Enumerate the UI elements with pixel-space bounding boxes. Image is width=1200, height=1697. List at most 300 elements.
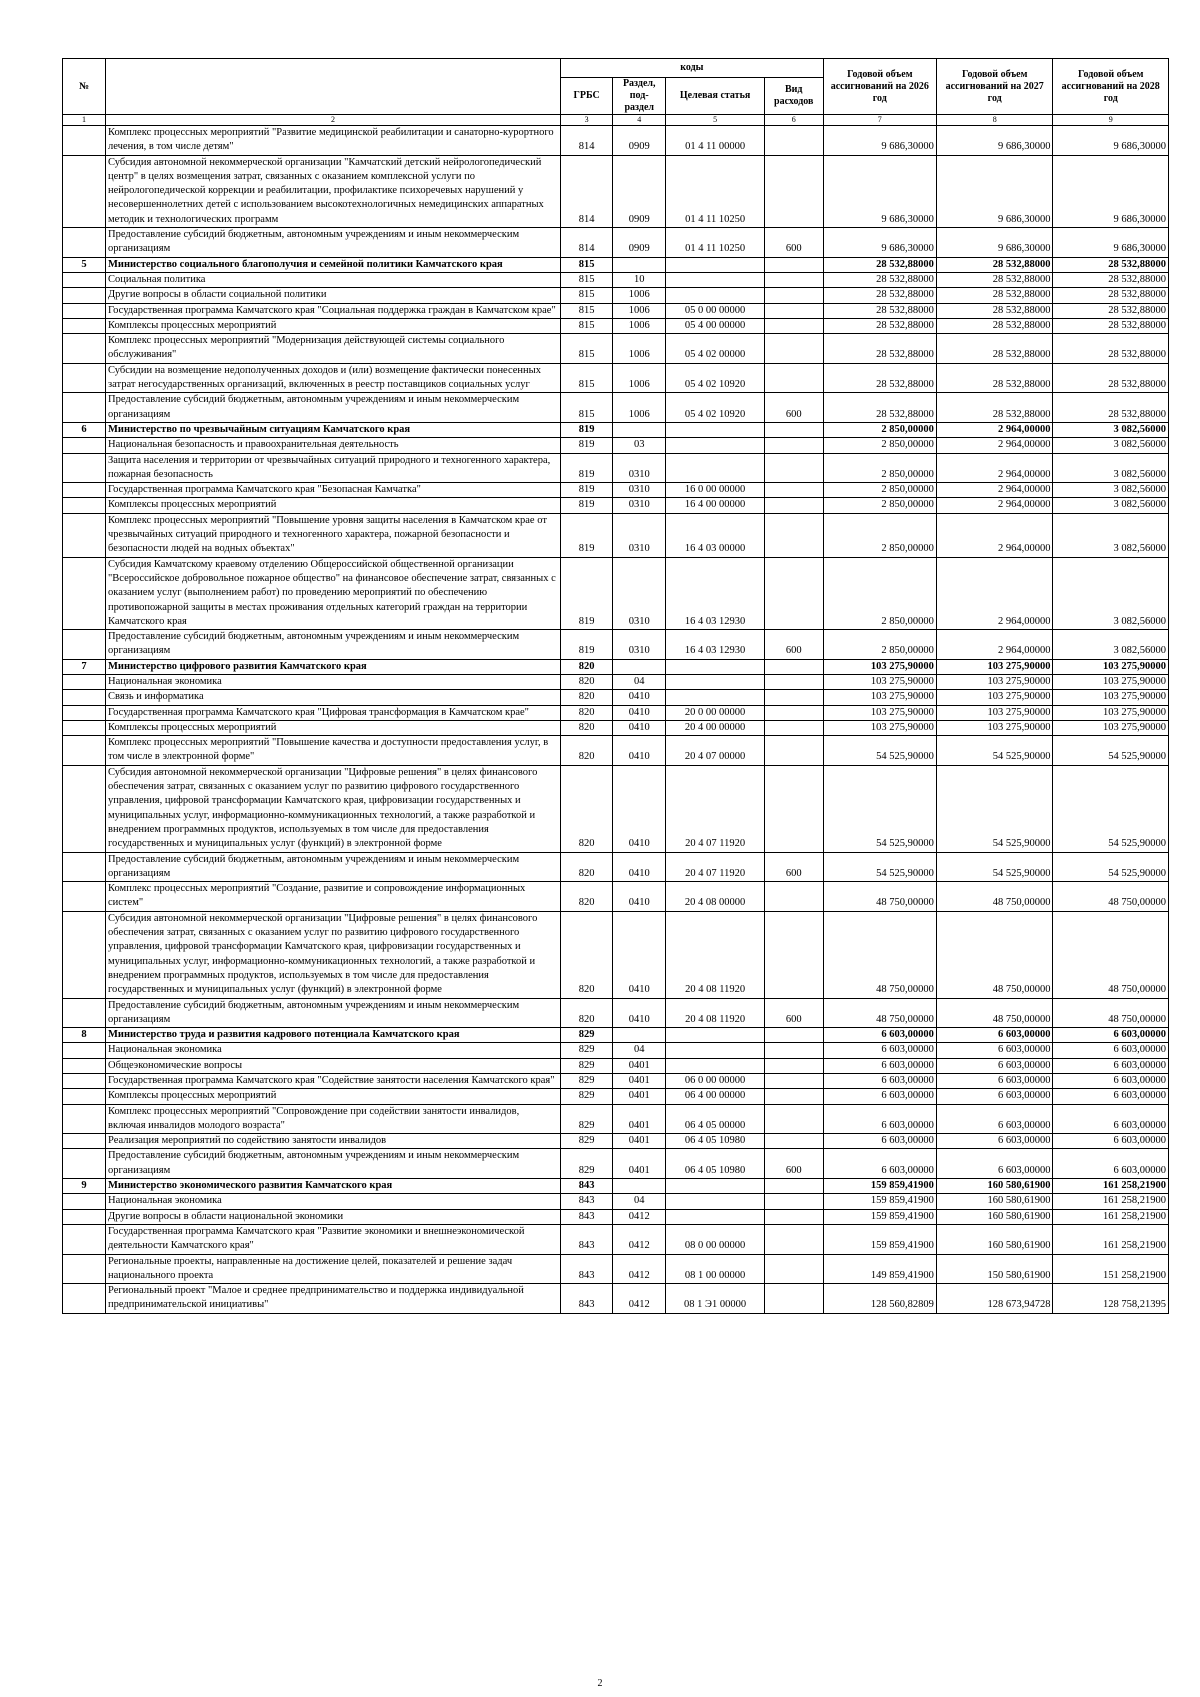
row-name: Субсидии на возмещение недополученных доходов и (или) возмещение фактически понесенных затрат негосударственных организаций, включенных в реестр поставщиков социальных услуг (106, 363, 561, 393)
row-name: Комплексы процессных мероприятий (106, 720, 561, 735)
table-body (63, 126, 1169, 1314)
row-target-article: 16 4 03 12930 (666, 557, 764, 629)
row-razdel: 1006 (613, 318, 666, 333)
row-name: Государственная программа Камчатского края "Безопасная Камчатка" (106, 483, 561, 498)
row-number (63, 498, 106, 513)
row-amount-2026: 28 532,88000 (823, 363, 936, 393)
row-amount-2027: 6 603,00000 (936, 1028, 1053, 1043)
header-num: № (63, 59, 106, 115)
row-amount-2026: 2 850,00000 (823, 557, 936, 629)
row-amount-2027: 28 532,88000 (936, 272, 1053, 287)
row-target-article: 20 4 08 11920 (666, 998, 764, 1028)
row-target-article (666, 674, 764, 689)
row-amount-2027: 6 603,00000 (936, 1104, 1053, 1134)
row-name: Министерство цифрового развития Камчатского края (106, 659, 561, 674)
row-amount-2028: 28 532,88000 (1053, 303, 1169, 318)
row-amount-2028: 3 082,56000 (1053, 453, 1169, 483)
row-amount-2028: 9 686,30000 (1053, 155, 1169, 227)
row-name: Государственная программа Камчатского края "Цифровая трансформация в Камчатском крае" (106, 705, 561, 720)
row-name: Министерство экономического развития Камчатского края (106, 1179, 561, 1194)
row-amount-2027: 2 964,00000 (936, 422, 1053, 437)
row-target-article: 01 4 11 00000 (666, 126, 764, 156)
row-amount-2026: 28 532,88000 (823, 334, 936, 364)
table-row (63, 1254, 1169, 1284)
row-grbs: 815 (561, 288, 613, 303)
row-number: 9 (63, 1179, 106, 1194)
row-grbs: 829 (561, 1104, 613, 1134)
row-target-article: 20 4 08 00000 (666, 882, 764, 912)
row-expense-type: 600 (764, 852, 823, 882)
page-number: 2 (597, 1678, 603, 1689)
table-row (63, 303, 1169, 318)
row-expense-type (764, 1179, 823, 1194)
row-expense-type (764, 363, 823, 393)
row-number (63, 852, 106, 882)
row-target-article: 16 4 03 12930 (666, 630, 764, 660)
row-amount-2027: 103 275,90000 (936, 720, 1053, 735)
table-row (63, 630, 1169, 660)
row-razdel: 1006 (613, 303, 666, 318)
table-row (63, 513, 1169, 557)
row-number (63, 334, 106, 364)
row-amount-2026: 6 603,00000 (823, 1043, 936, 1058)
row-amount-2026: 6 603,00000 (823, 1149, 936, 1179)
row-amount-2027: 6 603,00000 (936, 1058, 1053, 1073)
row-amount-2027: 9 686,30000 (936, 155, 1053, 227)
row-razdel: 0410 (613, 705, 666, 720)
row-razdel: 0909 (613, 126, 666, 156)
table-row (63, 334, 1169, 364)
row-amount-2027: 103 275,90000 (936, 705, 1053, 720)
row-grbs: 819 (561, 498, 613, 513)
row-grbs: 819 (561, 630, 613, 660)
row-number: 6 (63, 422, 106, 437)
row-amount-2026: 103 275,90000 (823, 690, 936, 705)
row-grbs: 843 (561, 1284, 613, 1314)
row-amount-2028: 48 750,00000 (1053, 882, 1169, 912)
row-grbs: 829 (561, 1089, 613, 1104)
row-grbs: 819 (561, 513, 613, 557)
row-grbs: 815 (561, 318, 613, 333)
row-target-article: 05 4 02 10920 (666, 393, 764, 423)
table-row (63, 483, 1169, 498)
row-razdel: 0410 (613, 882, 666, 912)
row-amount-2026: 159 859,41900 (823, 1224, 936, 1254)
row-expense-type (764, 1134, 823, 1149)
row-razdel: 0310 (613, 513, 666, 557)
row-amount-2027: 6 603,00000 (936, 1089, 1053, 1104)
row-target-article: 16 0 00 00000 (666, 483, 764, 498)
row-target-article (666, 1179, 764, 1194)
row-number (63, 765, 106, 852)
row-expense-type (764, 1058, 823, 1073)
row-razdel: 0410 (613, 690, 666, 705)
row-target-article: 20 4 00 00000 (666, 720, 764, 735)
row-amount-2028: 128 758,21395 (1053, 1284, 1169, 1314)
row-name: Национальная экономика (106, 1043, 561, 1058)
row-amount-2027: 6 603,00000 (936, 1043, 1053, 1058)
row-amount-2028: 103 275,90000 (1053, 659, 1169, 674)
row-amount-2026: 6 603,00000 (823, 1134, 936, 1149)
row-name: Национальная экономика (106, 674, 561, 689)
column-number: 1 (63, 115, 106, 126)
row-number (63, 674, 106, 689)
row-amount-2027: 9 686,30000 (936, 126, 1053, 156)
row-grbs: 820 (561, 882, 613, 912)
row-number (63, 513, 106, 557)
row-razdel: 0410 (613, 998, 666, 1028)
row-amount-2026: 103 275,90000 (823, 674, 936, 689)
row-grbs: 815 (561, 257, 613, 272)
row-grbs: 829 (561, 1149, 613, 1179)
row-amount-2026: 159 859,41900 (823, 1194, 936, 1209)
table-row (63, 1149, 1169, 1179)
row-number (63, 690, 106, 705)
row-number (63, 911, 106, 998)
row-number (63, 1058, 106, 1073)
header-2026: Годовой объем ассигнований на 2026 год (823, 59, 936, 115)
row-grbs: 829 (561, 1028, 613, 1043)
row-amount-2027: 28 532,88000 (936, 288, 1053, 303)
row-amount-2028: 6 603,00000 (1053, 1089, 1169, 1104)
row-number (63, 393, 106, 423)
table-row (63, 998, 1169, 1028)
row-razdel: 0401 (613, 1074, 666, 1089)
row-number (63, 303, 106, 318)
row-razdel: 1006 (613, 334, 666, 364)
row-razdel: 0401 (613, 1104, 666, 1134)
row-target-article (666, 659, 764, 674)
row-expense-type (764, 736, 823, 766)
row-expense-type: 600 (764, 1149, 823, 1179)
row-number (63, 363, 106, 393)
header-cst: Целевая статья (666, 78, 764, 115)
row-amount-2027: 28 532,88000 (936, 257, 1053, 272)
row-amount-2026: 9 686,30000 (823, 228, 936, 258)
row-grbs: 819 (561, 422, 613, 437)
column-number: 7 (823, 115, 936, 126)
row-grbs: 843 (561, 1224, 613, 1254)
row-expense-type (764, 272, 823, 287)
row-razdel: 0412 (613, 1254, 666, 1284)
row-number (63, 1089, 106, 1104)
row-expense-type (764, 334, 823, 364)
row-amount-2027: 2 964,00000 (936, 453, 1053, 483)
row-razdel: 0412 (613, 1209, 666, 1224)
row-name: Связь и информатика (106, 690, 561, 705)
row-target-article: 20 4 07 11920 (666, 765, 764, 852)
row-grbs: 820 (561, 674, 613, 689)
row-grbs: 820 (561, 720, 613, 735)
row-number (63, 126, 106, 156)
row-expense-type (764, 674, 823, 689)
row-name: Субсидия автономной некоммерческой организации "Камчатский детский нейрологопедический центр" в целях возмещения затрат, связанных с оказанием комплексной услуги по нейрологопедической коррекции и реабилитации, профилактике психоречевых нарушений у несовершеннолетних детей с использованием высокотехнологичных немедицинских аппаратных методик и технологических программ (106, 155, 561, 227)
row-target-article (666, 1043, 764, 1058)
row-razdel: 0412 (613, 1224, 666, 1254)
row-name: Комплексы процессных мероприятий (106, 498, 561, 513)
row-amount-2028: 103 275,90000 (1053, 705, 1169, 720)
row-number (63, 228, 106, 258)
row-amount-2027: 103 275,90000 (936, 659, 1053, 674)
row-name: Комплекс процессных мероприятий "Повышение уровня защиты населения в Камчатском крае от чрезвычайных ситуаций природного и техногенного характера, пожарной безопасности и безопасности людей на водных объектах" (106, 513, 561, 557)
row-expense-type (764, 155, 823, 227)
row-name: Общеэкономические вопросы (106, 1058, 561, 1073)
row-name: Комплексы процессных мероприятий (106, 318, 561, 333)
row-amount-2027: 28 532,88000 (936, 393, 1053, 423)
row-amount-2028: 161 258,21900 (1053, 1194, 1169, 1209)
row-expense-type (764, 765, 823, 852)
row-razdel: 0310 (613, 453, 666, 483)
row-amount-2027: 150 580,61900 (936, 1254, 1053, 1284)
table-row (63, 257, 1169, 272)
row-target-article (666, 422, 764, 437)
row-amount-2027: 103 275,90000 (936, 690, 1053, 705)
row-target-article (666, 272, 764, 287)
row-amount-2028: 3 082,56000 (1053, 438, 1169, 453)
row-grbs: 815 (561, 363, 613, 393)
row-amount-2026: 28 532,88000 (823, 318, 936, 333)
table-row (63, 422, 1169, 437)
row-razdel (613, 1028, 666, 1043)
row-amount-2026: 54 525,90000 (823, 736, 936, 766)
row-number (63, 630, 106, 660)
row-amount-2027: 103 275,90000 (936, 674, 1053, 689)
row-razdel (613, 659, 666, 674)
row-name: Предоставление субсидий бюджетным, автономным учреждениям и иным некоммерческим организациям (106, 393, 561, 423)
row-expense-type (764, 1194, 823, 1209)
row-grbs: 829 (561, 1058, 613, 1073)
row-grbs: 815 (561, 334, 613, 364)
row-expense-type (764, 1104, 823, 1134)
row-razdel: 0310 (613, 498, 666, 513)
row-number (63, 438, 106, 453)
row-amount-2028: 6 603,00000 (1053, 1043, 1169, 1058)
row-name: Другие вопросы в области социальной политики (106, 288, 561, 303)
table-row (63, 393, 1169, 423)
row-razdel: 0410 (613, 720, 666, 735)
row-razdel: 1006 (613, 393, 666, 423)
budget-table (62, 58, 1169, 1314)
row-amount-2027: 2 964,00000 (936, 557, 1053, 629)
row-target-article: 08 1 00 00000 (666, 1254, 764, 1284)
row-amount-2028: 3 082,56000 (1053, 422, 1169, 437)
column-number: 4 (613, 115, 666, 126)
row-number (63, 318, 106, 333)
table-row (63, 852, 1169, 882)
row-number (63, 882, 106, 912)
row-amount-2026: 54 525,90000 (823, 765, 936, 852)
row-expense-type (764, 911, 823, 998)
row-expense-type (764, 659, 823, 674)
row-grbs: 814 (561, 126, 613, 156)
row-grbs: 829 (561, 1134, 613, 1149)
row-target-article: 06 4 05 10980 (666, 1149, 764, 1179)
row-amount-2028: 3 082,56000 (1053, 557, 1169, 629)
table-row (63, 720, 1169, 735)
row-amount-2028: 6 603,00000 (1053, 1104, 1169, 1134)
row-target-article: 06 0 00 00000 (666, 1074, 764, 1089)
row-expense-type: 600 (764, 630, 823, 660)
table-row (63, 705, 1169, 720)
row-amount-2026: 6 603,00000 (823, 1074, 936, 1089)
row-target-article (666, 1194, 764, 1209)
row-grbs: 815 (561, 393, 613, 423)
row-grbs: 829 (561, 1043, 613, 1058)
row-name: Государственная программа Камчатского края "Развитие экономики и внешнеэкономической деятельности Камчатского края" (106, 1224, 561, 1254)
table-row (63, 882, 1169, 912)
row-amount-2028: 28 532,88000 (1053, 363, 1169, 393)
row-number (63, 1104, 106, 1134)
row-amount-2026: 6 603,00000 (823, 1104, 936, 1134)
row-expense-type (764, 1224, 823, 1254)
row-expense-type (764, 882, 823, 912)
row-amount-2027: 160 580,61900 (936, 1209, 1053, 1224)
row-amount-2026: 2 850,00000 (823, 438, 936, 453)
row-expense-type (764, 705, 823, 720)
row-name: Региональный проект "Малое и среднее предпринимательство и поддержка индивидуальной предпринимательской инициативы" (106, 1284, 561, 1314)
row-target-article: 08 1 Э1 00000 (666, 1284, 764, 1314)
row-target-article: 06 4 05 10980 (666, 1134, 764, 1149)
row-number (63, 1043, 106, 1058)
row-name: Комплекс процессных мероприятий "Модернизация действующей системы социального обслуживания" (106, 334, 561, 364)
row-razdel: 1006 (613, 288, 666, 303)
row-amount-2028: 161 258,21900 (1053, 1224, 1169, 1254)
row-amount-2027: 6 603,00000 (936, 1134, 1053, 1149)
row-number (63, 155, 106, 227)
row-amount-2027: 48 750,00000 (936, 911, 1053, 998)
row-razdel: 0410 (613, 736, 666, 766)
row-target-article (666, 1209, 764, 1224)
row-amount-2028: 6 603,00000 (1053, 1134, 1169, 1149)
table-row (63, 438, 1169, 453)
row-amount-2027: 128 673,94728 (936, 1284, 1053, 1314)
row-name: Комплекс процессных мероприятий "Развитие медицинской реабилитации и санаторно-курортного лечения, в том числе детям" (106, 126, 561, 156)
row-amount-2026: 159 859,41900 (823, 1209, 936, 1224)
row-number (63, 483, 106, 498)
row-amount-2028: 103 275,90000 (1053, 690, 1169, 705)
row-target-article (666, 1028, 764, 1043)
row-amount-2028: 151 258,21900 (1053, 1254, 1169, 1284)
row-amount-2026: 2 850,00000 (823, 630, 936, 660)
table-row (63, 453, 1169, 483)
row-target-article: 20 4 07 00000 (666, 736, 764, 766)
row-amount-2026: 2 850,00000 (823, 453, 936, 483)
row-amount-2028: 6 603,00000 (1053, 1028, 1169, 1043)
row-amount-2026: 2 850,00000 (823, 498, 936, 513)
row-razdel: 0401 (613, 1134, 666, 1149)
row-grbs: 820 (561, 852, 613, 882)
row-amount-2027: 28 532,88000 (936, 303, 1053, 318)
row-expense-type (764, 318, 823, 333)
row-razdel: 03 (613, 438, 666, 453)
row-grbs: 814 (561, 155, 613, 227)
row-amount-2027: 2 964,00000 (936, 513, 1053, 557)
row-name: Субсидия Камчатскому краевому отделению Общероссийской общественной организации "Всероссийское добровольное пожарное общество" на финансовое обеспечение затрат, связанных с оказанием услуг (выполнением работ) по проведению мероприятий по обеспечению противопожарной защиты в местах проживания отдельных категорий граждан на территории Камчатского края (106, 557, 561, 629)
row-amount-2027: 2 964,00000 (936, 438, 1053, 453)
column-number: 2 (106, 115, 561, 126)
row-target-article: 20 4 07 11920 (666, 852, 764, 882)
row-amount-2028: 28 532,88000 (1053, 257, 1169, 272)
row-number (63, 1254, 106, 1284)
row-expense-type (764, 1284, 823, 1314)
row-name: Национальная безопасность и правоохранительная деятельность (106, 438, 561, 453)
row-razdel (613, 422, 666, 437)
row-name: Защита населения и территории от чрезвычайных ситуаций природного и техногенного характера, пожарная безопасность (106, 453, 561, 483)
table-row (63, 1104, 1169, 1134)
row-grbs: 815 (561, 272, 613, 287)
row-razdel: 0909 (613, 155, 666, 227)
row-amount-2026: 103 275,90000 (823, 705, 936, 720)
row-razdel: 0410 (613, 852, 666, 882)
row-grbs: 820 (561, 765, 613, 852)
row-amount-2026: 128 560,82809 (823, 1284, 936, 1314)
row-amount-2026: 48 750,00000 (823, 882, 936, 912)
row-expense-type (764, 288, 823, 303)
row-expense-type (764, 690, 823, 705)
row-razdel: 0310 (613, 557, 666, 629)
column-number: 3 (561, 115, 613, 126)
header-2027: Годовой объем ассигнований на 2027 год (936, 59, 1053, 115)
row-amount-2028: 3 082,56000 (1053, 513, 1169, 557)
table-row (63, 557, 1169, 629)
row-expense-type (764, 720, 823, 735)
row-amount-2027: 54 525,90000 (936, 852, 1053, 882)
row-amount-2026: 28 532,88000 (823, 288, 936, 303)
row-amount-2026: 2 850,00000 (823, 483, 936, 498)
row-amount-2027: 2 964,00000 (936, 498, 1053, 513)
row-amount-2028: 161 258,21900 (1053, 1209, 1169, 1224)
row-number (63, 453, 106, 483)
table-row (63, 1179, 1169, 1194)
row-grbs: 820 (561, 705, 613, 720)
row-target-article: 20 0 00 00000 (666, 705, 764, 720)
row-amount-2028: 28 532,88000 (1053, 334, 1169, 364)
table-row (63, 765, 1169, 852)
header-name (106, 59, 561, 115)
row-grbs: 819 (561, 557, 613, 629)
row-razdel: 0401 (613, 1149, 666, 1179)
table-row (63, 228, 1169, 258)
row-amount-2026: 28 532,88000 (823, 257, 936, 272)
table-row (63, 288, 1169, 303)
row-amount-2026: 6 603,00000 (823, 1028, 936, 1043)
row-name: Комплекс процессных мероприятий "Сопровождение при содействии занятости инвалидов, включая инвалидов молодого возраста" (106, 1104, 561, 1134)
row-target-article (666, 1058, 764, 1073)
row-amount-2027: 2 964,00000 (936, 630, 1053, 660)
row-name: Другие вопросы в области национальной экономики (106, 1209, 561, 1224)
column-numbers-row (63, 115, 1169, 126)
row-amount-2028: 103 275,90000 (1053, 674, 1169, 689)
row-expense-type: 600 (764, 228, 823, 258)
row-name: Предоставление субсидий бюджетным, автономным учреждениям и иным некоммерческим организациям (106, 852, 561, 882)
row-grbs: 815 (561, 303, 613, 318)
table-row (63, 1074, 1169, 1089)
table-row (63, 363, 1169, 393)
table-row (63, 690, 1169, 705)
row-razdel: 10 (613, 272, 666, 287)
table-row (63, 674, 1169, 689)
row-amount-2027: 28 532,88000 (936, 318, 1053, 333)
row-number (63, 1149, 106, 1179)
row-target-article: 05 0 00 00000 (666, 303, 764, 318)
table-row (63, 1194, 1169, 1209)
row-target-article (666, 453, 764, 483)
row-number (63, 1074, 106, 1089)
row-amount-2026: 28 532,88000 (823, 303, 936, 318)
row-grbs: 829 (561, 1074, 613, 1089)
row-number (63, 1209, 106, 1224)
row-amount-2028: 48 750,00000 (1053, 998, 1169, 1028)
